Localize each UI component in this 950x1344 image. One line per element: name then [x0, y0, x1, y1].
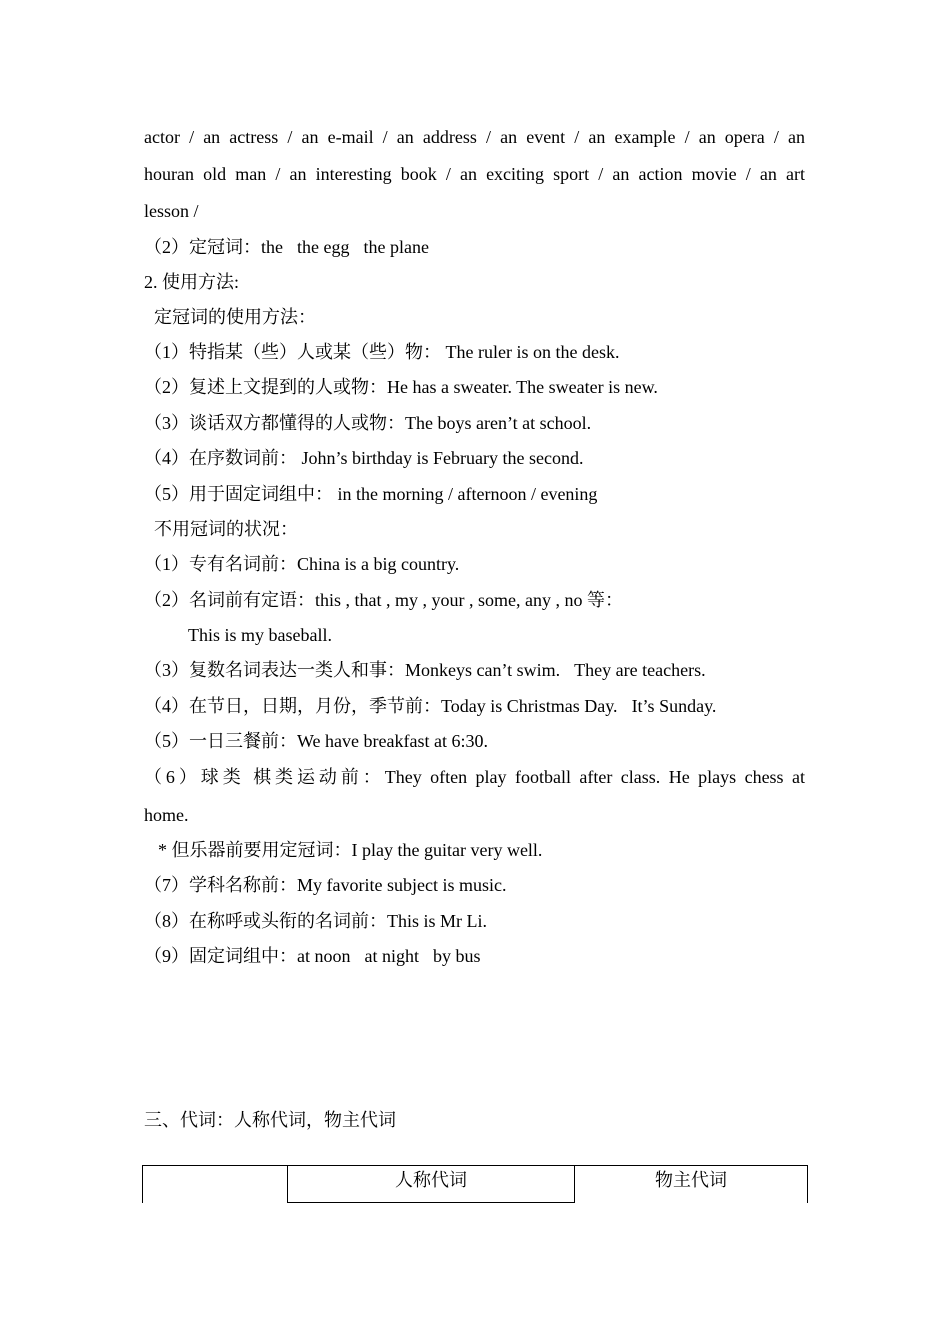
paragraph-line — [144, 945, 481, 967]
paragraph-line: （6）球类 棋类运动前：They often play football after class. He plays chess at — [144, 767, 805, 787]
paragraph-line: （5）用于固定词组中： in the morning / afternoon / evening — [144, 484, 598, 504]
subheading: 不用冠词的状况： — [154, 519, 298, 539]
paragraph-line: This is my baseball. — [188, 625, 332, 645]
table-border-left — [142, 1165, 143, 1203]
paragraph-line: houran old man / an interesting book / an exciting sport / an action movie / an art — [144, 164, 805, 184]
line-segment: They are teachers. — [574, 660, 706, 680]
line-segment: by bus — [433, 946, 481, 966]
paragraph-line: actor / an actress / an e-mail / an address / an event / an example / an opera / an — [144, 127, 805, 147]
paragraph-line: （3）谈话双方都懂得的人或物：The boys aren’t at school. — [144, 413, 592, 433]
paragraph-line: （4）在序数词前： John’s birthday is February the second. — [144, 448, 584, 468]
paragraph-line: （1）专有名词前：China is a big country. — [144, 554, 460, 574]
paragraph-line — [144, 695, 716, 717]
paragraph-line: （2）名词前有定语：this , that , my , your , some, any , no 等： — [144, 590, 623, 610]
paragraph-line: home. — [144, 805, 189, 825]
line-segment: at night — [364, 946, 419, 966]
table-border-right — [807, 1165, 808, 1203]
line-segment: the egg — [297, 237, 350, 257]
paragraph-line: （5）一日三餐前：We have breakfast at 6:30. — [144, 731, 488, 751]
table-border-top — [142, 1165, 808, 1166]
paragraph-line: lesson / — [144, 201, 199, 221]
section-heading: 2. 使用方法: — [144, 272, 240, 292]
table-border-bottom — [288, 1202, 575, 1203]
table-header-cell: 人称代词 — [395, 1170, 467, 1190]
paragraph-line: （8）在称呼或头衔的名词前：This is Mr Li. — [144, 911, 488, 931]
table-header-cell: 物主代词 — [655, 1170, 727, 1190]
subheading: 定冠词的使用方法： — [154, 307, 316, 327]
section-heading: 三、代词：人称代词，物主代词 — [144, 1110, 396, 1130]
line-segment: It’s Sunday. — [631, 696, 717, 716]
paragraph-line: （2）复述上文提到的人或物：He has a sweater. The sweater is new. — [144, 377, 658, 397]
pronoun-table — [142, 1165, 808, 1203]
line-segment: （4）在节日，日期，月份，季节前：Today is Christmas Day. — [144, 696, 618, 716]
line-segment: the plane — [363, 237, 429, 257]
line-segment: （9）固定词组中：at noon — [144, 946, 351, 966]
paragraph-line: （1）特指某（些）人或某（些）物： The ruler is on the desk. — [144, 342, 620, 362]
paragraph-line — [144, 236, 429, 258]
line-segment: （2）定冠词：the — [144, 237, 283, 257]
note-line: * 但乐器前要用定冠词：I play the guitar very well. — [158, 840, 543, 860]
paragraph-line: （7）学科名称前：My favorite subject is music. — [144, 875, 507, 895]
line-segment: （3）复数名词表达一类人和事：Monkeys can’t swim. — [144, 660, 561, 680]
paragraph-line — [144, 659, 706, 681]
